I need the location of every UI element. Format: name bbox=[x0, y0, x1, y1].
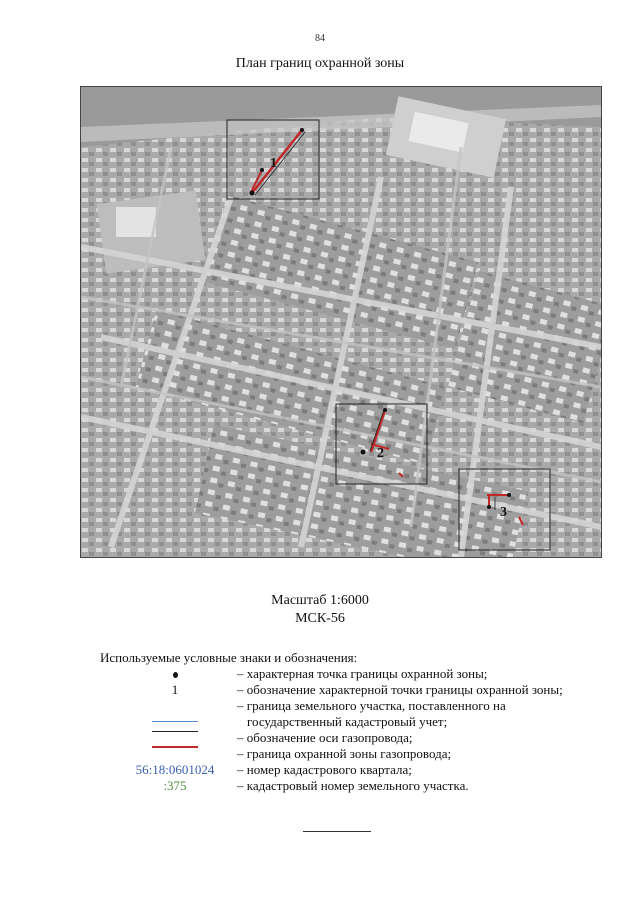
aerial-map bbox=[80, 86, 602, 558]
legend bbox=[100, 666, 630, 794]
black-line-icon bbox=[100, 722, 250, 738]
map-scale bbox=[0, 592, 640, 628]
legend-text: – граница охранной зоны газопровода; bbox=[237, 746, 452, 761]
legend-title: Используемые условные знаки и обозначения: bbox=[100, 650, 358, 665]
map-canvas bbox=[81, 87, 601, 557]
legend-text-continued: государственный кадастровый учет; bbox=[247, 714, 448, 729]
coordinate-system: МСК-56 bbox=[295, 611, 345, 626]
zone-label-2: 2 bbox=[377, 446, 384, 461]
legend-text: – характерная точка границы охранной зоны; bbox=[237, 666, 488, 681]
scale-ratio: Масштаб 1:6000 bbox=[271, 593, 369, 608]
legend-row-cadastral-quarter bbox=[100, 762, 630, 778]
legend-text: – обозначение характерной точки границы охранной зоны; bbox=[237, 682, 563, 697]
page-title: План границ охранной зоны bbox=[235, 56, 405, 71]
red-line-icon bbox=[100, 738, 250, 754]
legend-text: – номер кадастрового квартала; bbox=[237, 762, 412, 777]
legend-row-point-number bbox=[100, 682, 630, 698]
page-number: 84 bbox=[315, 33, 325, 44]
footer-divider bbox=[303, 831, 371, 832]
zone-label-1: 1 bbox=[270, 156, 277, 171]
legend-text: – граница земельного участка, поставленного на bbox=[237, 698, 506, 713]
legend-row-point bbox=[100, 666, 630, 682]
legend-row-parcel-number bbox=[100, 778, 630, 794]
legend-text: – обозначение оси газопровода; bbox=[237, 730, 413, 745]
parcel-number-code: :375 bbox=[163, 778, 187, 793]
legend-symbol: 1 bbox=[171, 682, 179, 697]
legend-text: – кадастровый номер земельного участка. bbox=[237, 778, 469, 793]
cadastral-quarter-code: 56:18:0601024 bbox=[135, 762, 215, 777]
point-marker-icon bbox=[100, 666, 250, 682]
legend-row-protection-zone bbox=[100, 746, 630, 762]
zone-label-3: 3 bbox=[500, 505, 507, 520]
